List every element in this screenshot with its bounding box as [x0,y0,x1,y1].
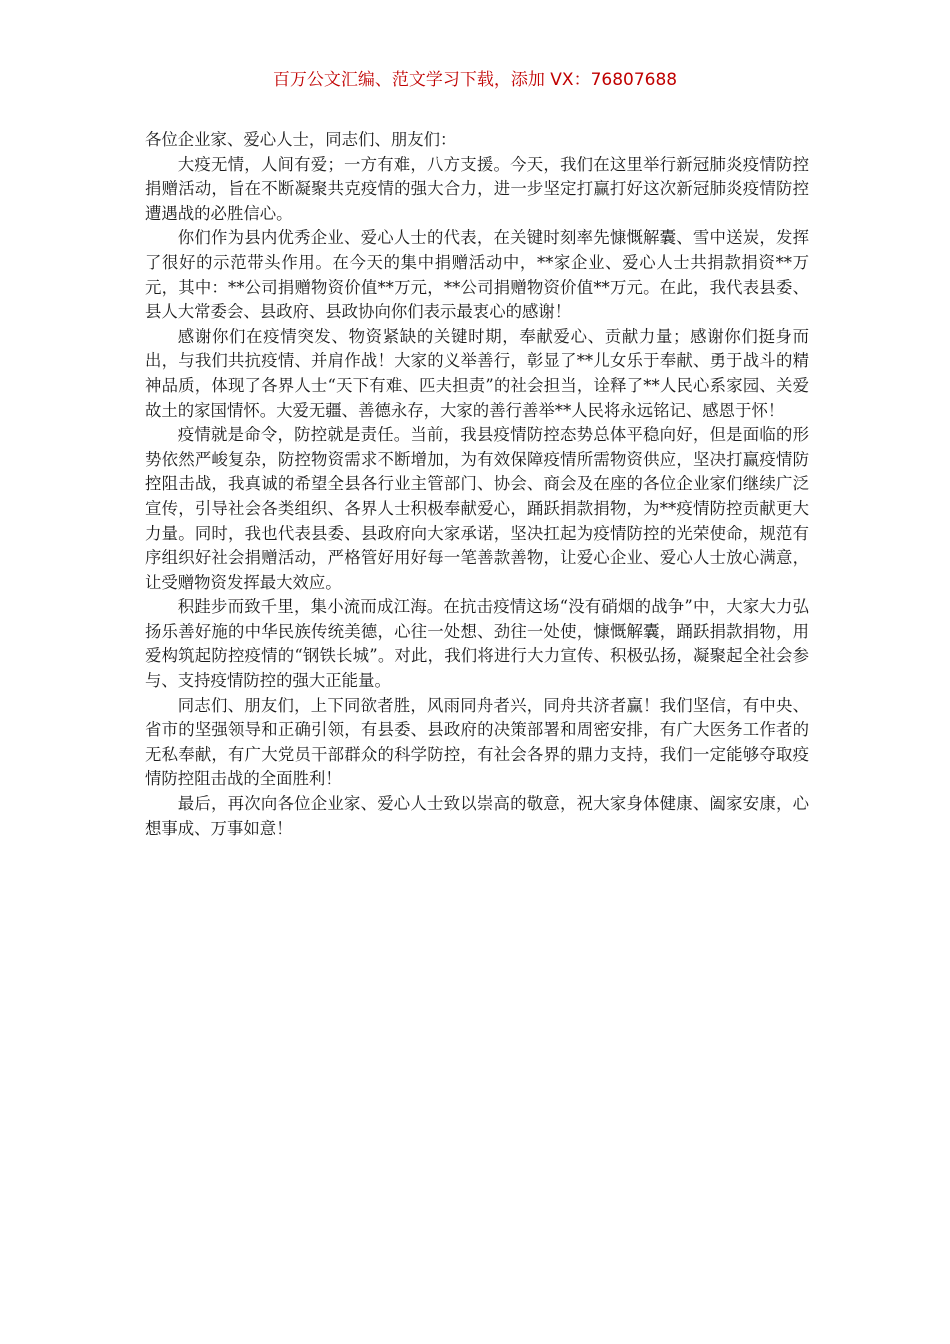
paragraph: 大疫无情，人间有爱；一方有难，八方支援。今天，我们在这里举行新冠肺炎疫情防控捐赠活动，旨在不断凝聚共克疫情的强大合力，进一步坚定打赢打好这次新冠肺炎疫情防控遭遇战的必胜信心。 [145,154,809,223]
document-body [145,128,809,841]
paragraph: 最后，再次向各位企业家、爱心人士致以崇高的敬意，祝大家身体健康、阖家安康，心想事成、万事如意！ [145,794,809,838]
watermark-header: 百万公文汇编、范文学习下载，添加 VX：76807688 [272,70,678,90]
paragraph: 疫情就是命令，防控就是责任。当前，我县疫情防控态势总体平稳向好，但是面临的形势依然严峻复杂，防控物资需求不断增加，为有效保障疫情所需物资供应，坚决打赢疫情防控阻击战，我真诚的希望全县各行业主管部门、协会、商会及在座的各位企业家们继续广泛宣传，引导社会各类组织、各界人士积极奉献爱心，踊跃捐款捐物，为**疫情防控贡献更大力量。同时，我也代表县委、县政府向大家承诺，坚决扛起为疫情防控的光荣使命，规范有序组织好社会捐赠活动，严格管好用好每一笔善款善物，让爱心企业、爱心人士放心满意，让受赠物资发挥最大效应。 [145,425,809,592]
paragraph: 你们作为县内优秀企业、爱心人士的代表，在关键时刻率先慷慨解囊、雪中送炭，发挥了很好的示范带头作用。在今天的集中捐赠活动中，**家企业、爱心人士共捐款捐资**万元，其中：**公司捐赠物资价值**万元，**公司捐赠物资价值**万元。在此，我代表县委、县人大常委会、县政府、县政协向你们表示最衷心的感谢！ [145,228,809,322]
paragraph: 同志们、朋友们，上下同欲者胜，风雨同舟者兴，同舟共济者赢！我们坚信，有中央、省市的坚强领导和正确引领，有县委、县政府的决策部署和周密安排，有广大医务工作者的无私奉献，有广大党员干部群众的科学防控，有社会各界的鼎力支持，我们一定能够夺取疫情防控阻击战的全面胜利！ [145,695,809,789]
paragraph: 感谢你们在疫情突发、物资紧缺的关键时期，奉献爱心、贡献力量；感谢你们挺身而出，与我们共抗疫情、并肩作战！大家的义举善行，彰显了**儿女乐于奉献、勇于战斗的精神品质，体现了各界人士“天下有难、匹夫担责”的社会担当，诠释了**人民心系家园、关爱故土的家国情怀。大爱无疆、善德永存，大家的善行善举**人民将永远铭记、感恩于怀！ [145,326,809,420]
salutation: 各位企业家、爱心人士，同志们、朋友们： [145,130,457,149]
paragraph: 积跬步而致千里，集小流而成江海。在抗击疫情这场“没有硝烟的战争”中，大家大力弘扬乐善好施的中华民族传统美德，心往一处想、劲往一处使，慷慨解囊，踊跃捐款捐物，用爱构筑起防控疫情的“钢铁长城”。对此，我们将进行大力宣传、积极弘扬，凝聚起全社会参与、支持疫情防控的强大正能量。 [145,597,809,691]
